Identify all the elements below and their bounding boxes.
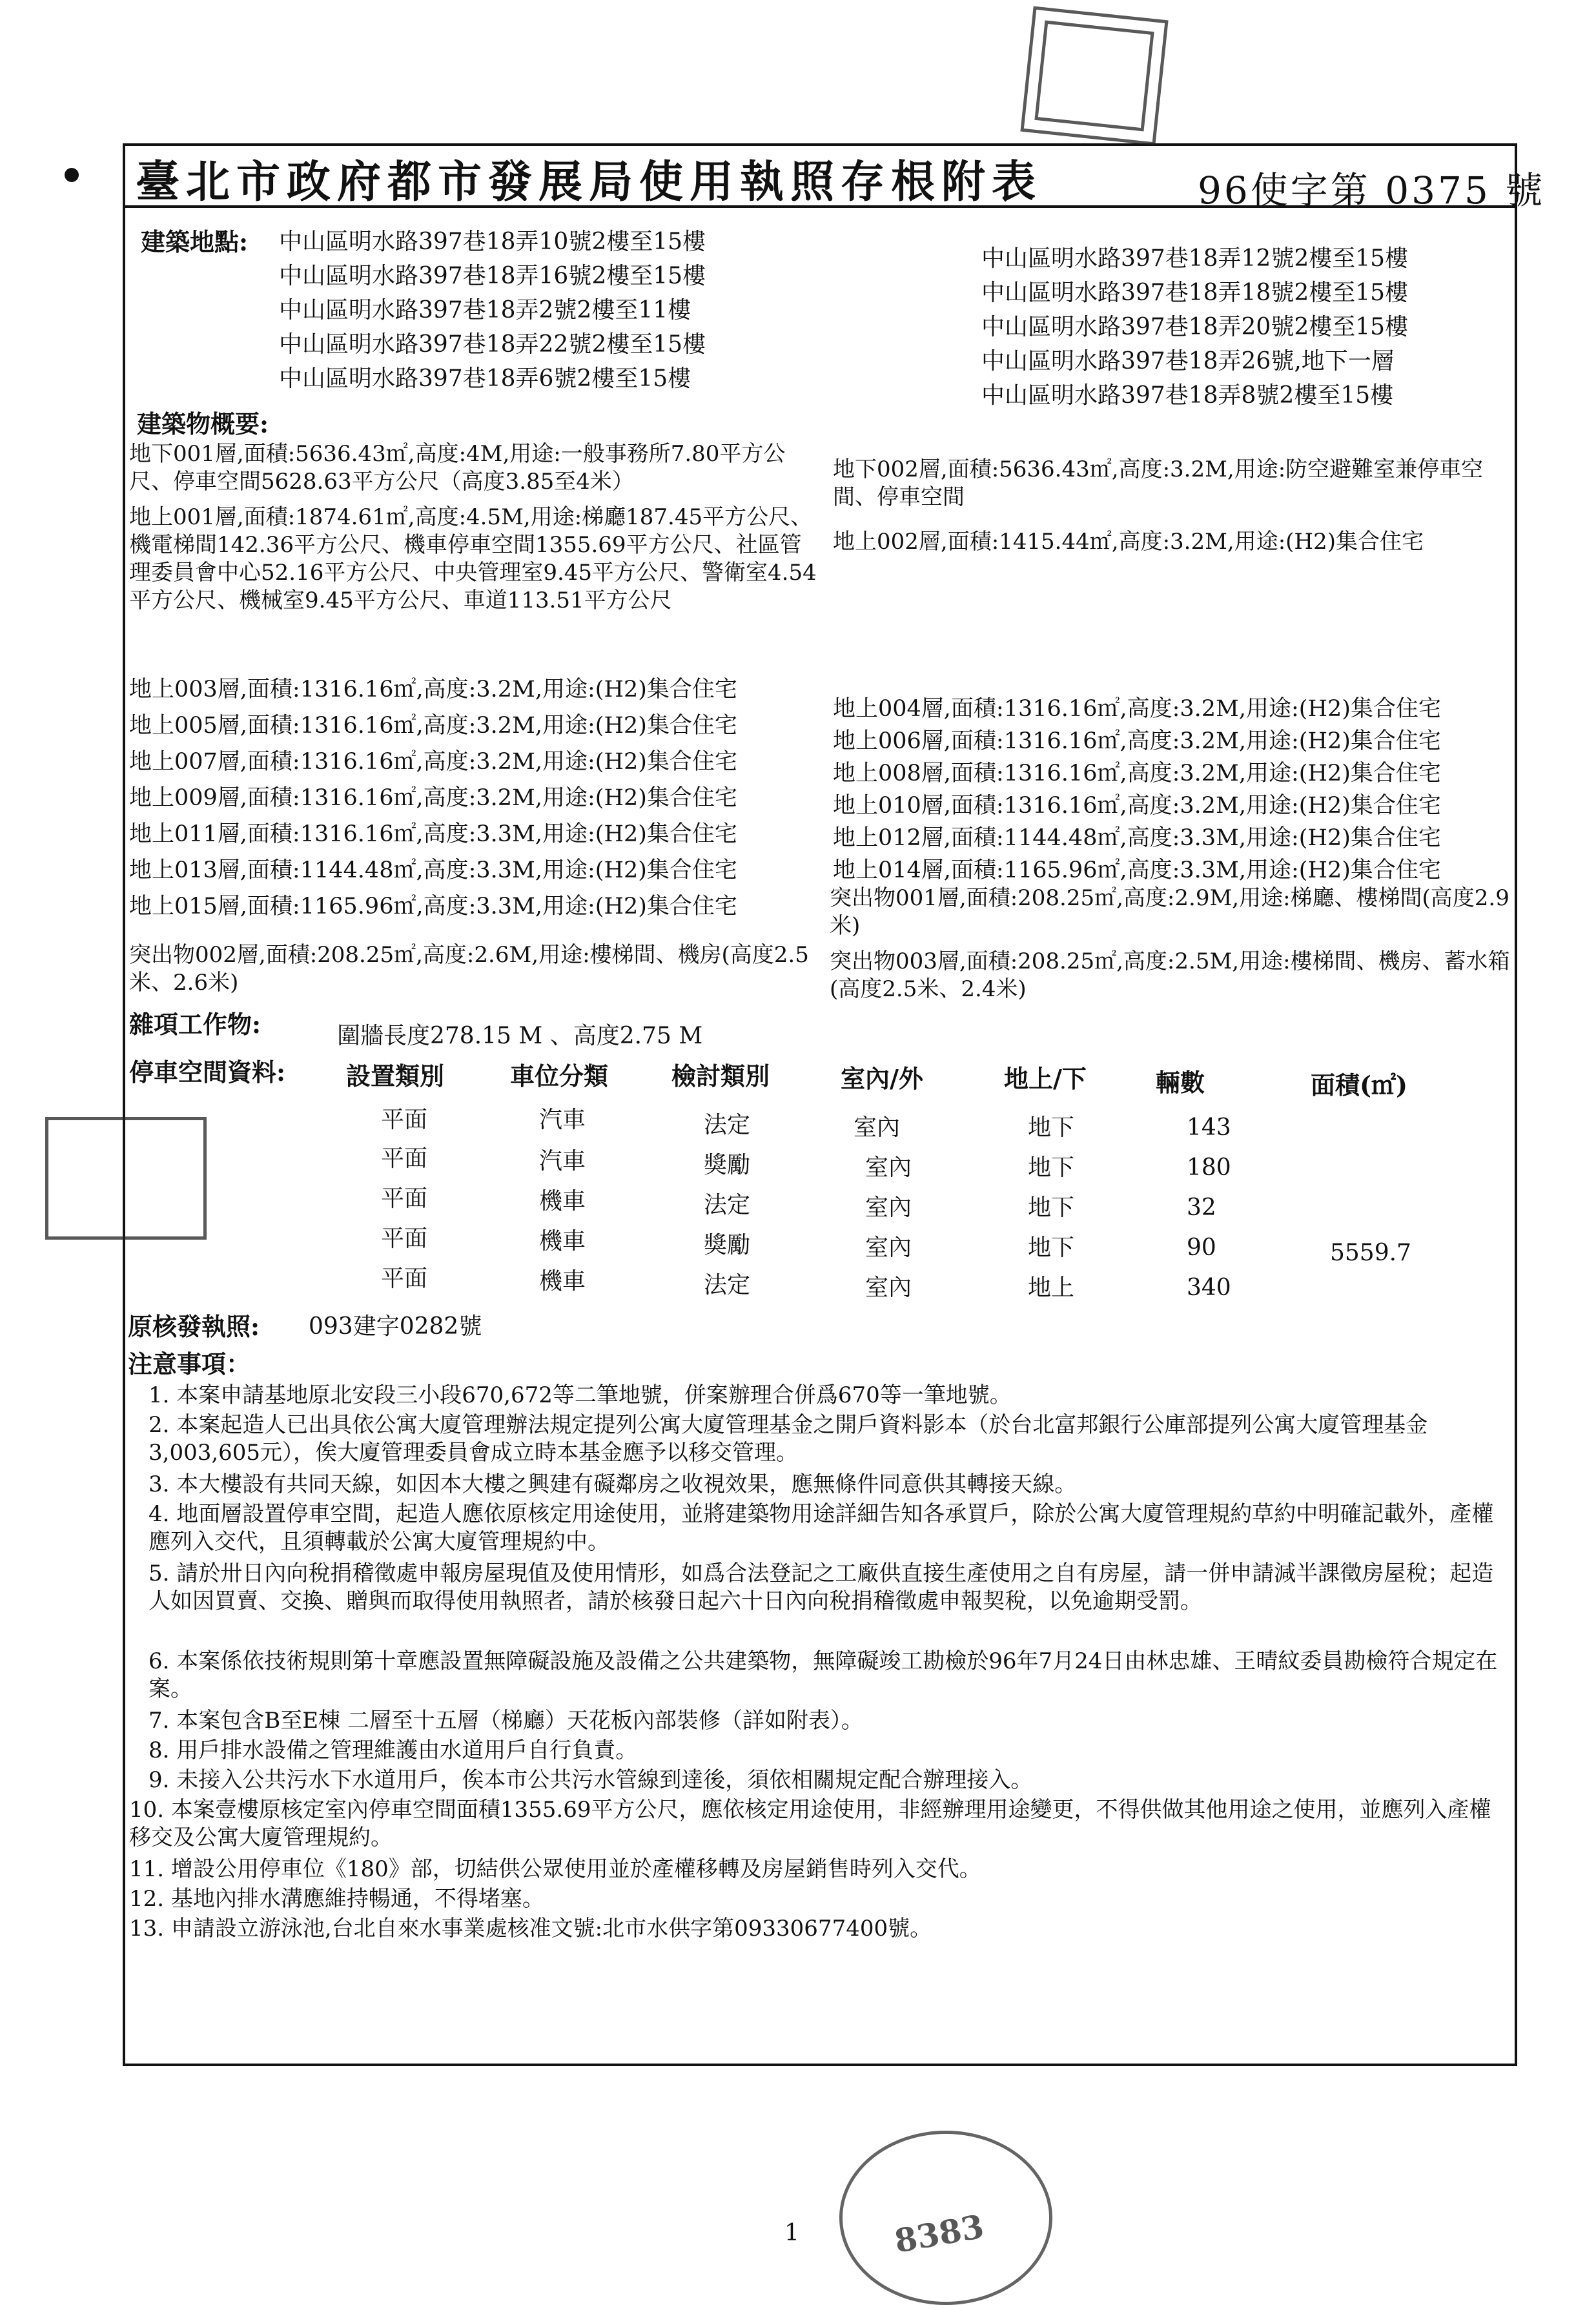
floor-left-1: 地上003層,面積:1316.16㎡,高度:3.2M,用途:(H2)集合住宅 [129,677,737,702]
parking-r2-indoor: 室內 [865,1154,912,1181]
parking-r1-review: 法定 [704,1112,751,1138]
parking-r4-indoor: 室內 [865,1234,912,1261]
roof-2: 突出物002層,面積:208.25㎡,高度:2.6M,用途:樓梯間、機房(高度2.5米、2.6米) [129,942,809,996]
parking-header-level: 地上/下 [1004,1064,1087,1093]
parking-header-type: 設置類別 [346,1061,445,1091]
parking-r4-count: 90 [1187,1234,1216,1261]
parking-r5-indoor: 室內 [865,1275,912,1301]
parking-r1-cat: 汽車 [539,1107,586,1133]
site-left-1: 中山區明水路397巷18弄10號2樓至15樓 [279,229,706,255]
roof-3: 突出物003層,面積:208.25㎡,高度:2.5M,用途:樓梯間、機房、蓄水箱(高度2.5米、2.4米) [830,948,1510,1002]
site-left-4: 中山區明水路397巷18弄22號2樓至15樓 [279,331,706,358]
site-label: 建築地點: [141,227,249,256]
floor-right-3: 地上008層,面積:1316.16㎡,高度:3.2M,用途:(H2)集合住宅 [833,761,1441,786]
parking-r2-level: 地下 [1028,1154,1075,1181]
parking-r5-count: 340 [1187,1275,1231,1301]
misc-value: 圍牆長度278.15 M 、高度2.75 M [337,1023,703,1049]
parking-r1-type: 平面 [381,1107,428,1133]
original-permit-value: 093建字0282號 [309,1313,482,1340]
floor-right-1: 地上004層,面積:1316.16㎡,高度:3.2M,用途:(H2)集合住宅 [833,696,1441,722]
parking-r4-type: 平面 [381,1225,428,1252]
parking-r4-cat: 機車 [539,1228,586,1255]
note-1: 1. 本案申請基地原北安段三小段670,672等二筆地號，併案辦理合併爲670等一筆地號。 [148,1382,1012,1408]
parking-r3-review: 法定 [704,1192,751,1218]
note-13: 13. 申請設立游泳池,台北自來水事業處核准文號:北市水供字第09330677400號。 [129,1916,932,1941]
note-6: 6. 本案係依技術規則第十章應設置無障礙設施及設備之公共建築物，無障礙竣工勘檢於96年7月24日由林忠雄、王晴紋委員勘檢符合規定在案。 [148,1648,1498,1702]
note-9: 9. 未接入公共污水下水道用戶，俟本市公共污水管線到達後，須依相關規定配合辦理接入。 [148,1767,1033,1793]
site-right-1: 中山區明水路397巷18弄12號2樓至15樓 [981,245,1409,272]
note-8: 8. 用戶排水設備之管理維護由水道用戶自行負責。 [148,1737,638,1763]
parking-r1-level: 地下 [1028,1114,1075,1141]
page-number: 1 [784,2220,799,2246]
floor-left-3: 地上007層,面積:1316.16㎡,高度:3.2M,用途:(H2)集合住宅 [129,749,737,775]
parking-r4-area: 5559.7 [1330,1240,1411,1266]
floor-right-2: 地上006層,面積:1316.16㎡,高度:3.2M,用途:(H2)集合住宅 [833,728,1441,754]
overview-label: 建築物概要: [137,409,269,438]
note-3: 3. 本大樓設有共同天線，如因本大樓之興建有礙鄰房之收視效果，應無條件同意供其轉接天線。 [148,1471,1077,1497]
floor-right-4: 地上010層,面積:1316.16㎡,高度:3.2M,用途:(H2)集合住宅 [833,793,1441,819]
note-12: 12. 基地內排水溝應維持暢通，不得堵塞。 [129,1886,544,1912]
parking-r3-type: 平面 [381,1185,428,1212]
overview-f1: 地上001層,面積:1874.61㎡,高度:4.5M,用途:梯廳187.45平方公尺、機電梯間142.36平方公尺、機車停車空間1355.69平方公尺、社區管理委員會中心52.16平方公尺、中央管理室9.45平方公尺、警衛室4.54平方公尺、機械室9.45平方公尺、車道113.51平方公尺 [129,504,817,613]
site-left-5: 中山區明水路397巷18弄6號2樓至15樓 [279,365,691,392]
margin-bullet [65,168,79,182]
floor-left-6: 地上013層,面積:1144.48㎡,高度:3.3M,用途:(H2)集合住宅 [129,857,737,883]
floor-right-5: 地上012層,面積:1144.48㎡,高度:3.3M,用途:(H2)集合住宅 [833,825,1441,851]
parking-r2-review: 獎勵 [704,1152,751,1178]
parking-r5-cat: 機車 [539,1268,586,1295]
permit-number: 96使字第 0375 號 [1198,169,1546,212]
original-permit-label: 原核發執照: [128,1312,260,1341]
document-title: 臺北市政府都市發展局使用執照存根附表 [136,156,1043,208]
floor-right-6: 地上014層,面積:1165.96㎡,高度:3.3M,用途:(H2)集合住宅 [833,857,1441,883]
site-left-3: 中山區明水路397巷18弄2號2樓至11樓 [279,297,691,323]
parking-r1-indoor: 室內 [854,1114,901,1141]
site-right-5: 中山區明水路397巷18弄8號2樓至15樓 [981,382,1394,409]
overview-b1: 地下001層,面積:5636.43㎡,高度:4M,用途:一般事務所7.80平方公尺、停車空間5628.63平方公尺（高度3.85至4米） [129,441,786,495]
misc-label: 雜項工作物: [129,1010,261,1039]
seal-stamp-top-inner [1034,21,1154,132]
note-11: 11. 增設公用停車位《180》部，切結供公眾使用並於產權移轉及房屋銷售時列入交代。 [129,1856,981,1882]
parking-header-review: 檢討類別 [671,1061,770,1091]
parking-r5-review: 法定 [704,1272,751,1298]
parking-header-category: 車位分類 [510,1061,609,1091]
site-left-2: 中山區明水路397巷18弄16號2樓至15樓 [279,263,706,289]
site-right-4: 中山區明水路397巷18弄26號,地下一層 [981,348,1395,374]
parking-r4-level: 地下 [1028,1234,1075,1261]
site-right-2: 中山區明水路397巷18弄18號2樓至15樓 [981,280,1409,306]
overview-b2: 地下002層,面積:5636.43㎡,高度:3.2M,用途:防空避難室兼停車空間、停車空間 [833,456,1484,510]
overview-f2: 地上002層,面積:1415.44㎡,高度:3.2M,用途:(H2)集合住宅 [833,529,1424,555]
floor-left-5: 地上011層,面積:1316.16㎡,高度:3.3M,用途:(H2)集合住宅 [129,821,737,847]
parking-header-count: 輛數 [1156,1068,1205,1097]
note-2: 2. 本案起造人已出具依公寓大廈管理辦法規定提列公寓大廈管理基金之開戶資料影本（於台北富邦銀行公庫部提列公寓大廈管理基金3,003,605元），俟大廈管理委員會成立時本基金應予以移交管理。 [148,1412,1428,1466]
parking-r5-type: 平面 [381,1265,428,1292]
parking-header-area: 面積(㎡) [1311,1071,1407,1100]
parking-r2-type: 平面 [381,1145,428,1172]
parking-r2-cat: 汽車 [539,1148,586,1174]
margin-seal-stamp [45,1117,207,1240]
roof-1: 突出物001層,面積:208.25㎡,高度:2.9M,用途:梯廳、樓梯間(高度2.9米) [830,885,1509,939]
site-right-3: 中山區明水路397巷18弄20號2樓至15樓 [981,314,1409,340]
footer-stamp-number: 8383 [891,2207,987,2260]
note-10: 10. 本案壹樓原核定室內停車空間面積1355.69平方公尺，應依核定用途使用，非經辦理用途變更，不得供做其他用途之使用，並應列入產權移交及公寓大廈管理規約。 [129,1797,1491,1850]
parking-label: 停車空間資料: [129,1058,286,1087]
notes-label: 注意事項： [128,1349,251,1378]
note-5: 5. 請於卅日內向稅捐稽徵處申報房屋現值及使用情形，如爲合法登記之工廠供直接生產使用之自有房屋，請一併申請減半課徵房屋稅；起造人如因買賣、交換、贈與而取得使用執照者，請於核發日起六十日內向稅捐稽徵處申報契稅，以免逾期受罰。 [148,1561,1494,1614]
parking-r3-indoor: 室內 [865,1194,912,1221]
parking-r3-cat: 機車 [539,1188,586,1214]
parking-header-indoor: 室內/外 [841,1064,923,1093]
parking-r3-count: 32 [1187,1194,1216,1221]
floor-left-4: 地上009層,面積:1316.16㎡,高度:3.2M,用途:(H2)集合住宅 [129,785,737,811]
note-7: 7. 本案包含B至E棟 二層至十五層（梯廳）天花板內部裝修（詳如附表）。 [148,1708,863,1734]
floor-left-2: 地上005層,面積:1316.16㎡,高度:3.2M,用途:(H2)集合住宅 [129,713,737,739]
parking-r4-review: 獎勵 [704,1232,751,1258]
parking-r1-count: 143 [1187,1114,1231,1141]
floor-left-7: 地上015層,面積:1165.96㎡,高度:3.3M,用途:(H2)集合住宅 [129,894,737,919]
parking-r3-level: 地下 [1028,1194,1075,1221]
parking-r2-count: 180 [1187,1154,1231,1181]
note-4: 4. 地面層設置停車空間，起造人應依原核定用途使用，並將建築物用途詳細告知各承買戶，除於公寓大廈管理規約草約中明確記載外，產權應列入交代，且須轉載於公寓大廈管理規約中。 [148,1501,1494,1555]
parking-r5-level: 地上 [1028,1275,1075,1301]
